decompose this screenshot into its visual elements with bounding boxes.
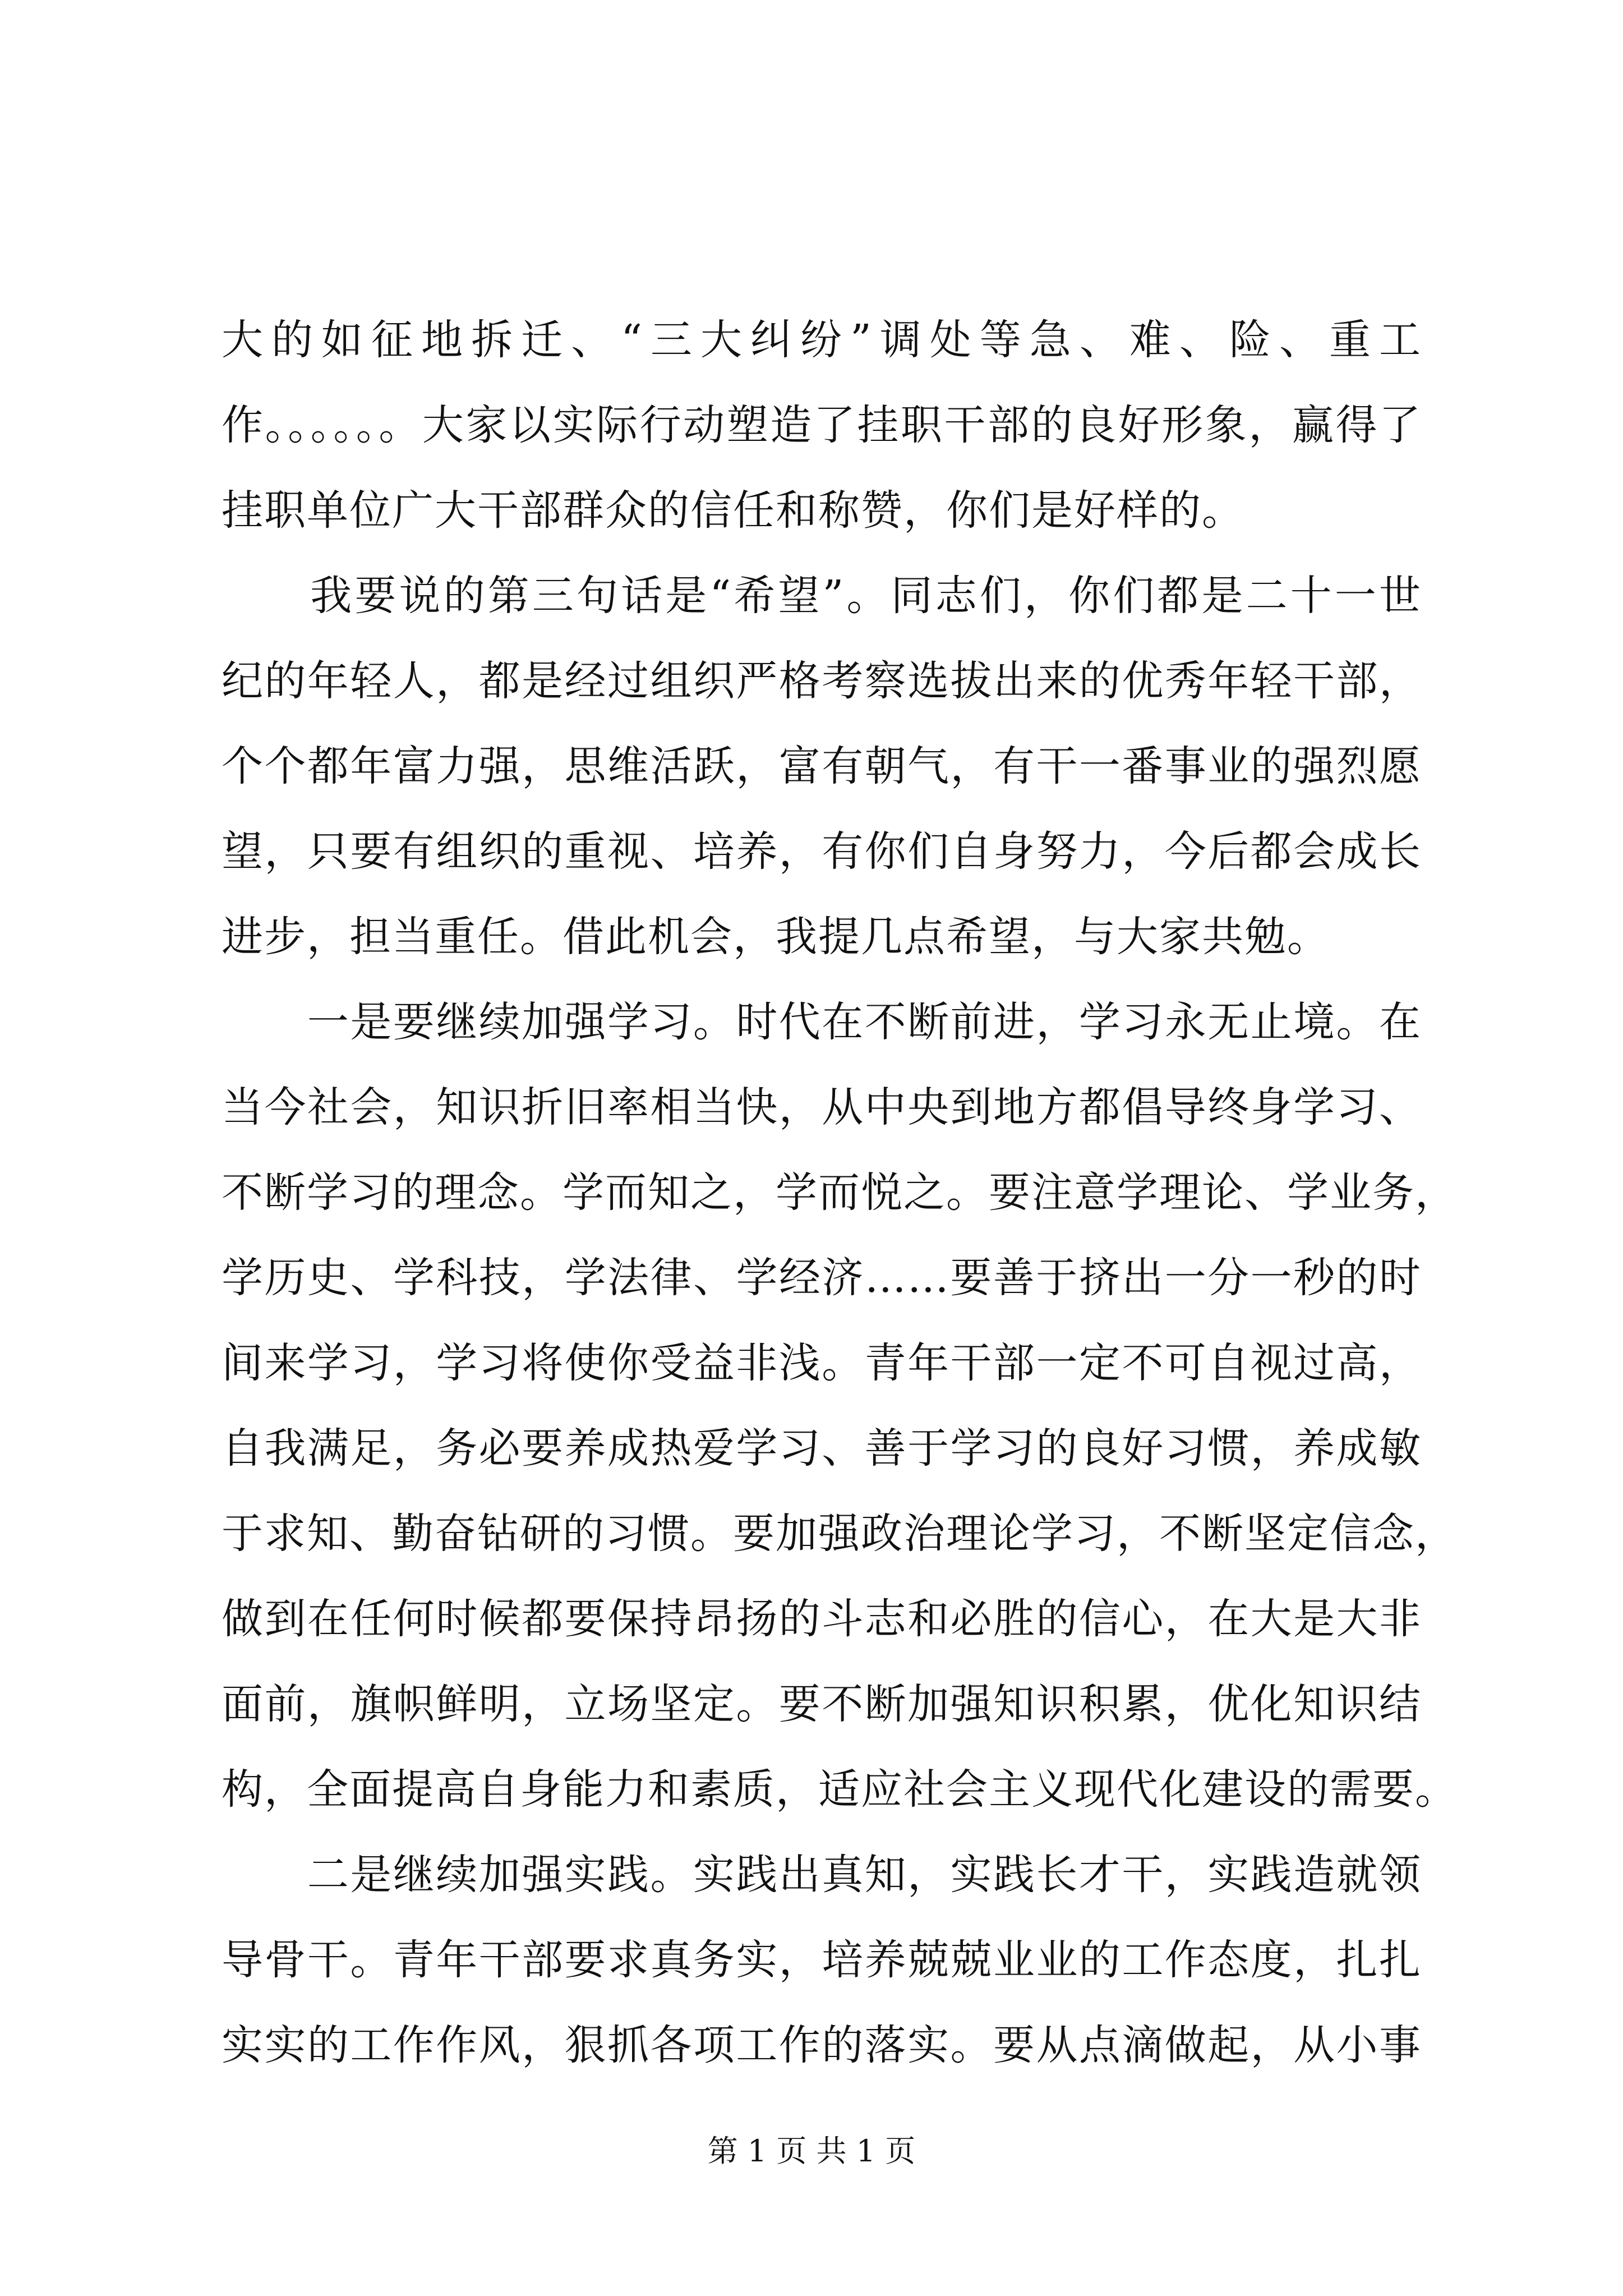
text-line: 望，只要有组织的重视、培养，有你们自身努力，今后都会成长: [222, 827, 1422, 876]
text-line: 实实的工作作风，狠抓各项工作的落实。要从点滴做起，从小事: [222, 2021, 1422, 2069]
text-line: 当今社会，知识折旧率相当快，从中央到地方都倡导终身学习、: [222, 1083, 1422, 1131]
text-line: 一是要继续加强学习。时代在不断前进，学习永无止境。在: [222, 998, 1422, 1046]
text-line: 构，全面提高自身能力和素质，适应社会主义现代化建设的需要。: [222, 1765, 1458, 1814]
document-body: [222, 297, 1458, 2088]
text-line: 我要说的第三句话是“希望”。同志们，你们都是二十一世: [222, 572, 1422, 620]
text-line: 进步，担当重任。借此机会，我提几点希望，与大家共勉。: [222, 913, 1330, 961]
text-line: 个个都年富力强，思维活跃，富有朝气，有干一番事业的强烈愿: [222, 742, 1422, 790]
text-line: 不断学习的理念。学而知之，学而悦之。要注意学理论、学业务，: [222, 1168, 1458, 1217]
text-line: 作。。。。。。大家以实际行动塑造了挂职干部的良好形象，赢得了: [222, 401, 1422, 449]
text-line: 做到在任何时候都要保持昂扬的斗志和必胜的信心，在大是大非: [222, 1595, 1422, 1643]
text-line: 二是继续加强实践。实践出真知，实践长才干，实践造就领: [222, 1851, 1422, 1899]
page-footer: [0, 2132, 1623, 2171]
text-line: 导骨干。青年干部要求真务实，培养兢兢业业的工作态度，扎扎: [222, 1936, 1422, 1984]
text-line: 面前，旗帜鲜明，立场坚定。要不断加强知识积累，优化知识结: [222, 1680, 1422, 1728]
text-line: 自我满足，务必要养成热爱学习、善于学习的良好习惯，养成敏: [222, 1424, 1422, 1473]
text-line: 学历史、学科技，学法律、学经济……要善于挤出一分一秒的时: [222, 1254, 1422, 1302]
text-line: 于求知、勤奋钻研的习惯。要加强政治理论学习，不断坚定信念，: [222, 1510, 1458, 1558]
text-line: 大的如征地拆迁、“三大纠纷”调处等急、难、险、重工: [222, 316, 1422, 364]
page-number-label: 第 1 页 共 1 页: [707, 2133, 916, 2169]
text-line: 挂职单位广大干部群众的信任和称赞，你们是好样的。: [222, 486, 1244, 535]
text-line: 间来学习，学习将使你受益非浅。青年干部一定不可自视过高，: [222, 1339, 1422, 1387]
text-line: 纪的年轻人，都是经过组织严格考察选拔出来的优秀年轻干部，: [222, 657, 1422, 705]
